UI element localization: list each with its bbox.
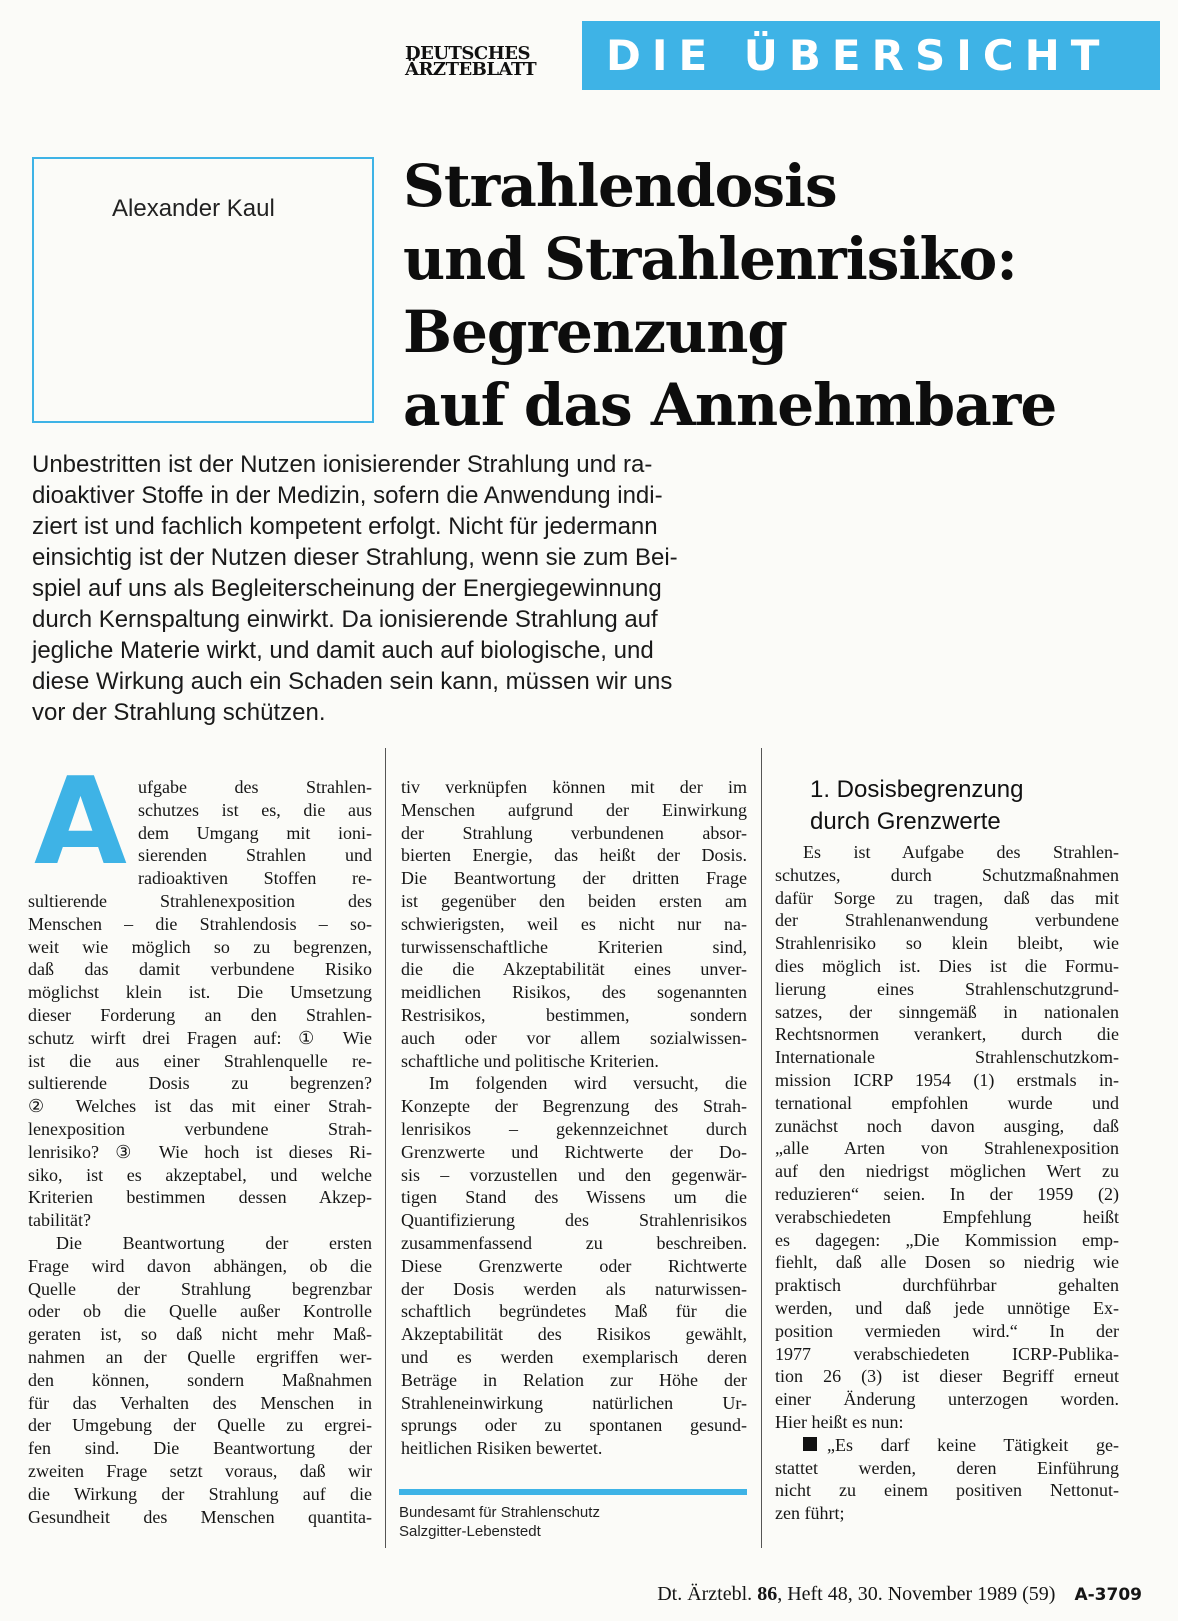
text-line: ternational empfohlen wurde und — [775, 1092, 1119, 1113]
text-line: radioaktiven Stoffen re- — [138, 868, 372, 889]
text-line: fiehlt, daß alle Dosen so niedrig wie — [775, 1252, 1119, 1273]
affiliation-line: Salzgitter-Lebenstedt — [399, 1523, 541, 1540]
lead-line: Unbestritten ist der Nutzen ionisierender Strahlung und ra- — [32, 451, 653, 478]
author-name: Alexander Kaul — [112, 195, 275, 222]
text-line: fen sind. Die Beantwortung der — [28, 1438, 372, 1459]
text-line: nahmen an der Quelle ergriffen wer- — [28, 1346, 372, 1367]
text-line: schaftliche und politische Kriterien. — [401, 1050, 659, 1071]
text-line: „alle Arten von Strahlenexposition — [775, 1138, 1119, 1159]
text-line: Internationale Strahlenschutzkom- — [775, 1047, 1119, 1068]
text-line: schutzes, durch Schutzmaßnahmen — [775, 864, 1119, 885]
lead-line: jegliche Materie wirkt, und damit auch auf biologische, und — [32, 637, 654, 664]
text-line: einer Änderung unterzogen worden. — [775, 1389, 1119, 1410]
text-line: die Wirkung der Strahlung auf die — [28, 1483, 372, 1504]
logo-line-1: DEUTSCHES — [405, 43, 530, 64]
text-line: den können, sondern Maßnahmen — [28, 1369, 372, 1390]
text-line: sis – vorzustellen und den gegenwär- — [401, 1164, 747, 1185]
lead-line: diese Wirkung auch ein Schaden sein kann, müssen wir uns — [32, 668, 673, 695]
text-line: Frage wird davon abhängen, ob die — [28, 1255, 372, 1276]
text-line: turwissenschaftliche Kriterien sind, — [401, 936, 747, 957]
text-line: Beträge in Relation zur Höhe der — [401, 1369, 747, 1390]
text-line: der Strahlung verbundenen absor- — [401, 822, 747, 843]
text-line: Konzepte der Begrenzung des Strah- — [401, 1096, 747, 1117]
text-line: Akzeptabilität des Risikos gewählt, — [401, 1324, 747, 1345]
drop-cap: A — [34, 753, 127, 892]
text-line: bierten Energie, das heißt der Dosis. — [401, 845, 747, 866]
title-line: Begrenzung — [403, 298, 787, 366]
text-line: praktisch durchführbar gehalten — [775, 1275, 1119, 1296]
text-line: Menschen – die Strahlendosis – so- — [28, 913, 372, 934]
text-line: dies möglich ist. Dies ist die Formu- — [775, 955, 1119, 976]
text-line: Grenzwerte und Richtwerte der Do- — [401, 1141, 747, 1162]
text-line: Es ist Aufgabe des Strahlen- — [803, 842, 1119, 862]
title-line: Strahlendosis — [403, 152, 837, 220]
text-line: zusammenfassend zu beschreiben. — [401, 1232, 747, 1253]
text-line: sultierende Dosis zu begrenzen? — [28, 1073, 372, 1094]
text-line: es dagegen: „Die Kommission emp- — [775, 1229, 1119, 1250]
text-line: Im folgenden wird versucht, die — [429, 1073, 747, 1094]
text-line: meidlichen Risikos, des sogenannten — [401, 982, 747, 1003]
text-line: lierung eines Strahlenschutzgrund- — [775, 978, 1119, 999]
text-line: der Dosis werden als naturwissen- — [401, 1278, 747, 1299]
lead-line: spiel auf uns als Begleiterscheinung der Energiegewinnung — [32, 575, 662, 602]
logo-line-2: ÄRZTEBLATT — [405, 59, 537, 80]
text-line: geraten ist, so daß nicht mehr Maß- — [28, 1324, 372, 1345]
text-line: 1977 verabschiedeten ICRP-Publika- — [775, 1343, 1119, 1364]
text-line: Strahleneinwirkung natürlichen Ur- — [401, 1392, 747, 1413]
text-line: zweiten Frage setzt voraus, daß wir — [28, 1460, 372, 1481]
lead-paragraph — [32, 449, 752, 728]
section-banner — [582, 21, 1160, 90]
text-line: Diese Grenzwerte oder Richtwerte — [401, 1255, 747, 1276]
column-divider — [385, 748, 386, 1548]
text-line: zunächst noch davon ausging, daß — [775, 1115, 1119, 1136]
text-line: satzes, der sinngemäß in nationalen — [775, 1001, 1119, 1022]
text-line: der Umgebung der Quelle zu ergrei- — [28, 1415, 372, 1436]
text-line: Gesundheit des Menschen quantita- — [28, 1506, 372, 1527]
lead-line: ziert ist und fachlich kompetent erfolgt. Nicht für jedermann — [32, 513, 658, 540]
affiliation-line: Bundesamt für Strahlenschutz — [399, 1504, 600, 1521]
text-line: weit wie möglich so zu begrenzen, — [28, 936, 372, 957]
text-line: die die Akzeptabilität eines unver- — [401, 959, 747, 980]
lead-line: dioaktiver Stoffe in der Medizin, sofern die Anwendung indi- — [32, 482, 663, 509]
text-line: werden, und daß jede unnötige Ex- — [775, 1297, 1119, 1318]
section-heading — [810, 774, 1140, 838]
bullet-text: „Es darf keine Tätigkeit ge- — [827, 1434, 1119, 1455]
text-line: lenrisikos – gekennzeichnet durch — [401, 1118, 747, 1139]
citation-suffix: , Heft 48, 30. November 1989 (59) — [777, 1583, 1056, 1605]
lead-line: vor der Strahlung schützen. — [32, 699, 326, 726]
text-line: schwierigsten, weil es nicht nur na- — [401, 913, 747, 934]
text-line: reduzieren“ seien. In der 1959 (2) — [775, 1183, 1119, 1204]
lead-line: durch Kernspaltung einwirkt. Da ionisierende Strahlung auf — [32, 606, 658, 633]
text-line: Menschen aufgrund der Einwirkung — [401, 799, 747, 820]
text-line: Die Beantwortung der ersten — [56, 1232, 372, 1253]
text-line: Strahlenrisiko so klein bleibt, wie — [775, 933, 1119, 954]
text-line: sierenden Strahlen und — [138, 845, 372, 866]
text-line: möglichst klein ist. Die Umsetzung — [28, 982, 372, 1003]
text-line: Quelle der Strahlung begrenzbar — [28, 1278, 372, 1299]
text-line: ist gegenüber den beiden ersten am — [401, 890, 747, 911]
text-column-2 — [401, 776, 747, 1460]
author-affiliation — [399, 1503, 600, 1541]
text-line: tigen Stand des Wissens um die — [401, 1187, 747, 1208]
citation-prefix: Dt. Ärztebl. — [657, 1583, 753, 1605]
text-line: tabilität? — [28, 1210, 91, 1231]
text-line: mission ICRP 1954 (1) erstmals in- — [775, 1069, 1119, 1090]
text-line: sprungs oder zu spontanen gesund- — [401, 1415, 747, 1436]
affiliation-rule — [399, 1489, 747, 1495]
text-line: dieser Forderung an den Strahlen- — [28, 1004, 372, 1025]
page-footer — [582, 1583, 1142, 1606]
text-line: ufgabe des Strahlen- — [138, 777, 372, 797]
text-column-3 — [775, 841, 1119, 1525]
text-line: daß das damit verbundene Risiko — [28, 959, 372, 980]
text-line: siko, ist es akzeptabel, und welche — [28, 1164, 372, 1185]
text-line: Rechtsnormen verankert, durch die — [775, 1024, 1119, 1045]
text-line: sultierende Strahlenexposition des — [28, 890, 372, 911]
text-line: Kriterien bestimmen dessen Akzep- — [28, 1187, 372, 1208]
text-line: dem Umgang mit ioni- — [138, 822, 372, 843]
text-line: tion 26 (3) ist dieser Begriff erneut — [775, 1366, 1119, 1387]
text-line: oder ob die Quelle außer Kontrolle — [28, 1301, 372, 1322]
text-column-1 — [28, 776, 372, 1528]
text-line: heitlichen Risiken bewertet. — [401, 1438, 603, 1459]
text-line: position vermieden wird.“ In der — [775, 1320, 1119, 1341]
author-box — [32, 157, 374, 423]
citation-volume: 86 — [757, 1583, 778, 1605]
text-line: ② Welches ist das mit einer Strah- — [28, 1096, 372, 1117]
text-line: auch oder vor allem sozialwissen- — [401, 1027, 747, 1048]
text-line: lenexposition verbundene Strah- — [28, 1118, 372, 1139]
text-line: schutzes ist es, die aus — [138, 799, 372, 820]
square-bullet-icon — [803, 1437, 817, 1451]
journal-logo — [405, 43, 567, 80]
text-line: der Strahlenanwendung verbundene — [775, 910, 1119, 931]
text-line: zen führt; — [775, 1503, 845, 1524]
bullet-line — [775, 1434, 1119, 1457]
page-number: A-3709 — [1074, 1585, 1142, 1605]
lead-line: einsichtig ist der Nutzen dieser Strahlung, wenn sie zum Bei- — [32, 544, 678, 571]
column-divider — [761, 748, 762, 1548]
text-line: Restrisikos, bestimmen, sondern — [401, 1004, 747, 1025]
text-line: Die Beantwortung der dritten Frage — [401, 868, 747, 889]
text-line: für das Verhalten des Menschen in — [28, 1392, 372, 1413]
text-line: nicht zu einem positiven Nettonut- — [775, 1480, 1119, 1501]
text-line: lenrisiko? ③ Wie hoch ist dieses Ri- — [28, 1141, 372, 1162]
article-title — [403, 150, 1163, 442]
title-line: auf das Annehmbare — [403, 371, 1057, 439]
text-line: ist die aus einer Strahlenquelle re- — [28, 1050, 372, 1071]
text-line: und es werden exemplarisch deren — [401, 1346, 747, 1367]
text-line: dafür Sorge zu tragen, daß das mit — [775, 887, 1119, 908]
section-banner-label: DIE ÜBERSICHT — [606, 31, 1111, 80]
text-line: stattet werden, deren Einführung — [775, 1457, 1119, 1478]
title-line: und Strahlenrisiko: — [403, 225, 1017, 293]
section-heading-line: 1. Dosisbegrenzung — [810, 776, 1024, 803]
text-line: auf den niedrigst möglichen Wert zu — [775, 1161, 1119, 1182]
section-heading-line: durch Grenzwerte — [810, 808, 1001, 835]
text-line: verabschiedeten Empfehlung heißt — [775, 1206, 1119, 1227]
text-line: schaftlich begründetes Maß für die — [401, 1301, 747, 1322]
text-line: schutz wirft drei Fragen auf: ① Wie — [28, 1027, 372, 1048]
text-line: tiv verknüpfen können mit der im — [401, 777, 747, 797]
text-line: Quantifizierung des Strahlenrisikos — [401, 1210, 747, 1231]
text-line: Hier heißt es nun: — [775, 1411, 904, 1432]
